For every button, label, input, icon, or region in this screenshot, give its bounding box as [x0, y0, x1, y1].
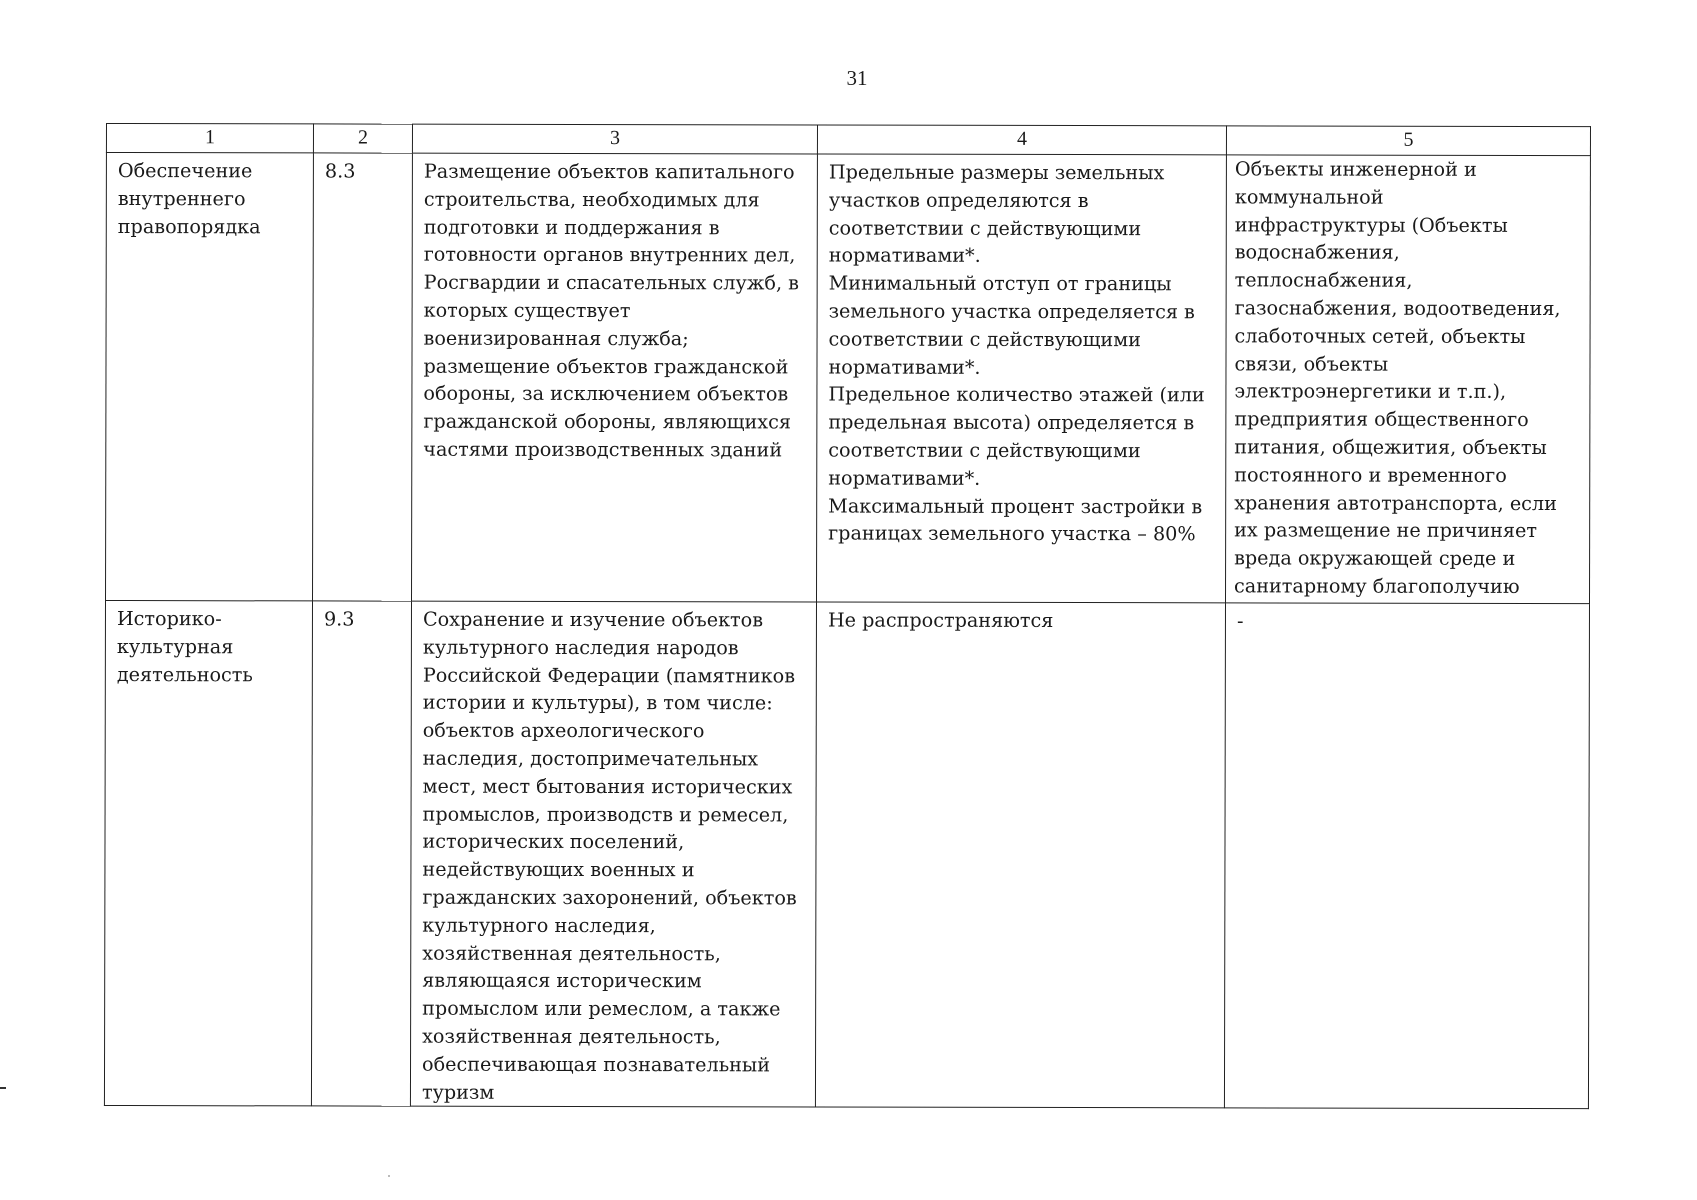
column-header-1: 1: [106, 124, 313, 153]
column-header-5: 5: [1226, 126, 1590, 156]
use-type-code-text: 9.3: [323, 607, 355, 631]
use-type-description-text: Размещение объектов капитального строительства, необходимых для подготовки и поддержания в готовности органов внутренних дел, Росгвардии и спасательных служб, в которых существует военизированная служба; размещение объектов гражданской обороны, за исключением объектов гражданской обороны, являющихся частями производственных зданий: [423, 159, 800, 462]
use-type-code: [311, 601, 411, 1107]
scan-edge-mark: [0, 1087, 6, 1089]
use-type-objects-text: -: [1236, 609, 1244, 633]
use-type-parameters: [815, 602, 1225, 1108]
use-type-description: [410, 601, 816, 1107]
use-type-parameters: [816, 154, 1226, 603]
use-type-name-text: Обеспечение внутреннего правопорядка: [117, 159, 261, 238]
use-type-description-text: Сохранение и изучение объектов культурного наследия народов Российской Федерации (памятников истории и культуры), в том числе: объектов археологического наследия, достопримечательных мест, мест бытования исторических промыслов, производств и ремесел, исторических поселений, недействующих военных и гражданских захоронений, объектов культурного наследия, хозяйственная деятельность, являющаяся историческим промыслом или ремеслом, а также хозяйственная деятельность, обеспечивающая познавательный туризм: [421, 607, 797, 1104]
use-type-objects: [1224, 603, 1589, 1109]
use-type-description: [411, 153, 817, 602]
table-row: [104, 601, 1589, 1109]
table-row: [105, 153, 1590, 604]
use-type-parameters-text: Предельные размеры земельных участков определяются в соответствии с действующими нормативами*. Минимальный отступ от границы земельного участка определяется в соответствии с действующими нормативами*. Предельное количество этажей (или предельная высота) определяется в соответствии с действующими нормативами*. Максимальный процент застройки в границах земельного участка – 80%: [828, 160, 1205, 546]
use-type-name: [105, 153, 313, 601]
scan-dot-mark: [388, 1175, 390, 1177]
use-type-name-text: Историко- культурная деятельность: [116, 607, 253, 686]
use-type-parameters-text: Не распространяются: [827, 608, 1054, 632]
column-header-4: 4: [817, 125, 1226, 155]
land-use-table: [104, 123, 1591, 1109]
use-type-name: [104, 601, 312, 1107]
use-type-objects: [1225, 155, 1590, 604]
column-header-2: 2: [313, 124, 412, 153]
use-type-objects-text: Объекты инженерной и коммунальной инфраструктуры (Объекты водоснабжения, теплоснабжения, газоснабжения, водоотведения, слаботочных сетей, объекты связи, объекты электроэнергетики и т.п.), предприятия общественного питания, общежития, объекты постоянного и временного хранения автотранспорта, если их размещение не причиняет вреда окружающей среде и санитарному благополучию: [1234, 157, 1561, 598]
table-header-row: [106, 124, 1590, 156]
use-type-code-text: 8.3: [324, 159, 356, 183]
use-type-code: [312, 153, 412, 601]
column-header-3: 3: [412, 124, 817, 154]
page-number: 31: [846, 66, 868, 90]
